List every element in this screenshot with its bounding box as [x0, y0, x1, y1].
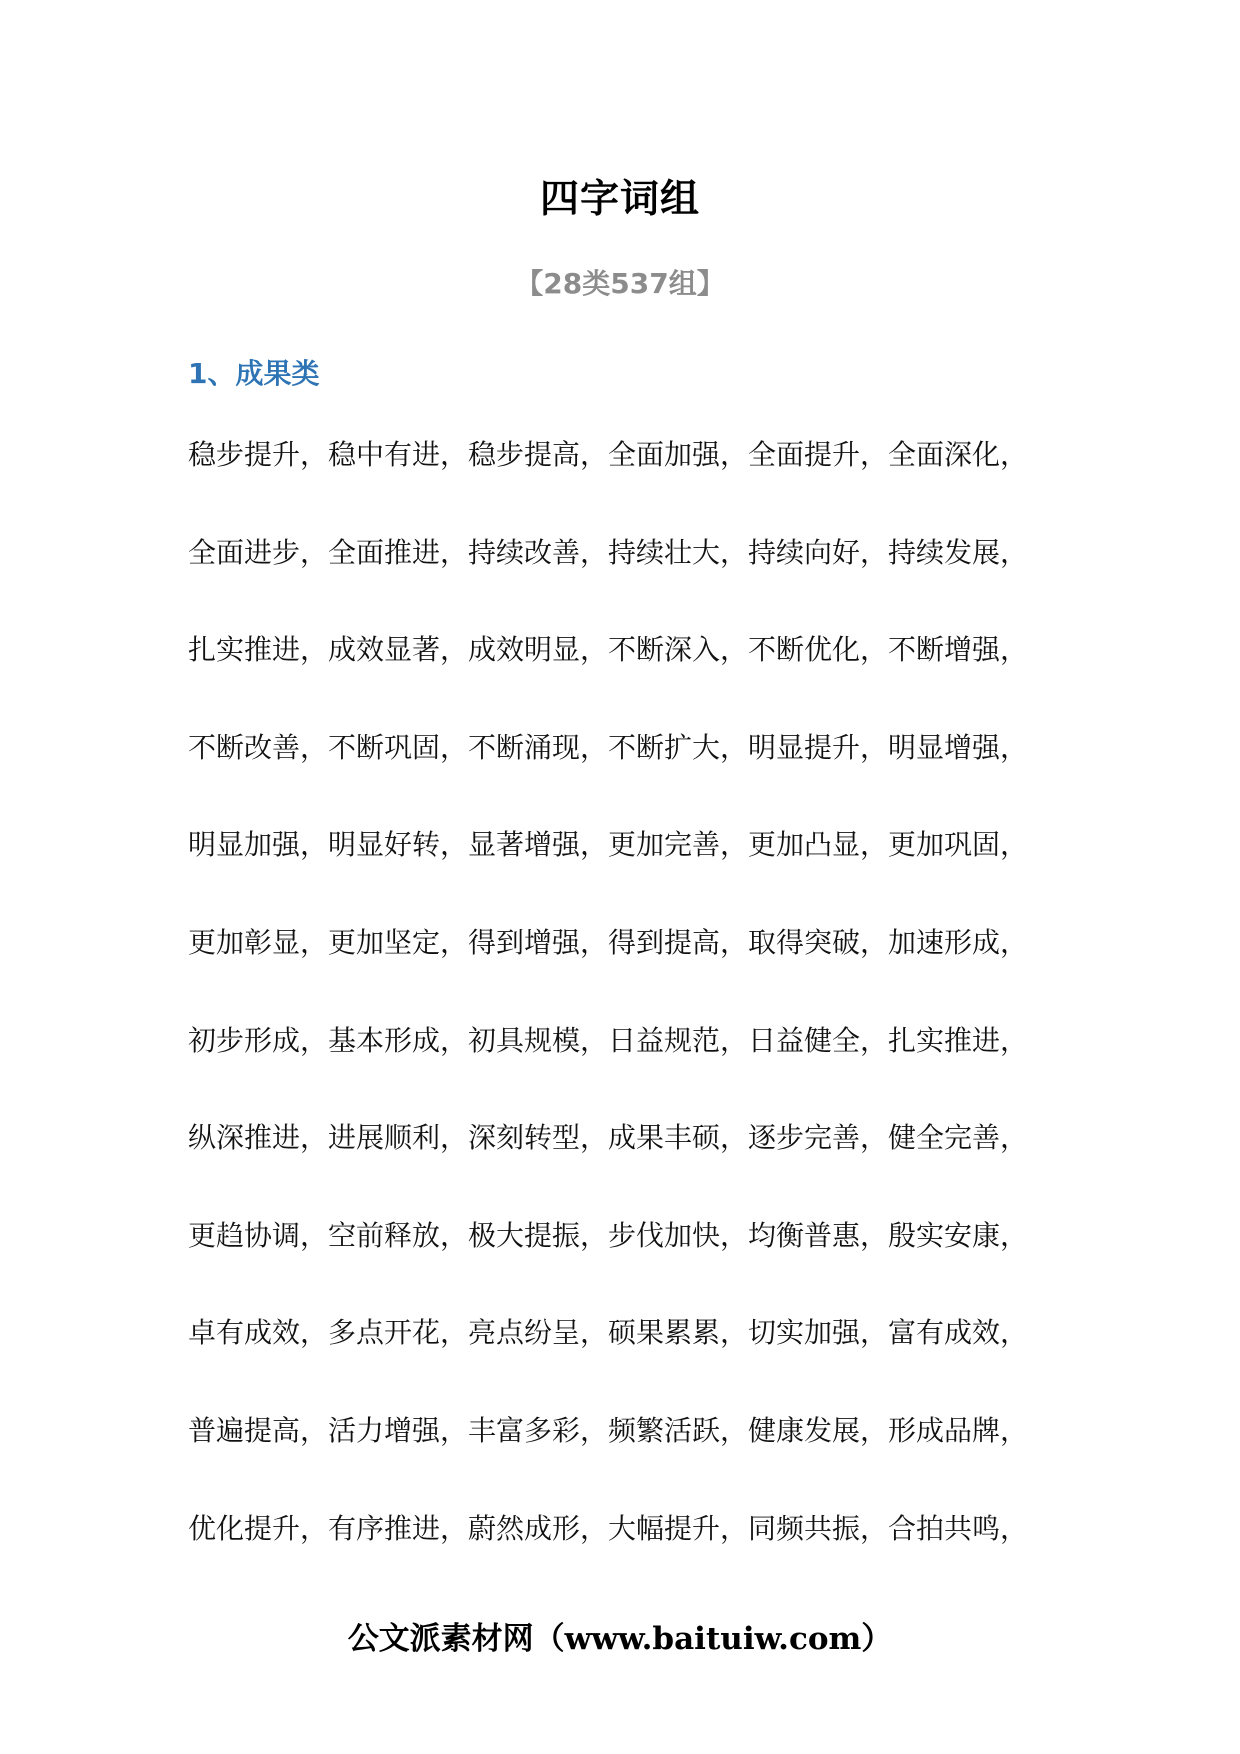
- document-subtitle: 【28类537组】: [515, 267, 725, 300]
- phrase-line: 纵深推进，进展顺利，深刻转型，成果丰硕，逐步完善，健全完善，: [188, 1121, 1029, 1155]
- phrase-line: 明显加强，明显好转，显著增强，更加完善，更加凸显，更加巩固，: [188, 828, 1029, 862]
- phrase-line: 卓有成效，多点开花，亮点纷呈，硕果累累，切实加强，富有成效，: [188, 1316, 1029, 1350]
- phrase-line: 全面进步，全面推进，持续改善，持续壮大，持续向好，持续发展，: [188, 535, 1029, 569]
- phrase-line: 扎实推进，成效显著，成效明显，不断深入，不断优化，不断增强，: [188, 633, 1029, 667]
- phrase-line: 初步形成，基本形成，初具规模，日益规范，日益健全，扎实推进，: [188, 1023, 1029, 1057]
- phrase-line: 不断改善，不断巩固，不断涌现，不断扩大，明显提升，明显增强，: [188, 730, 1029, 764]
- document-title: 四字词组: [539, 177, 700, 222]
- phrase-line: 稳步提升，稳中有进，稳步提高，全面加强，全面提升，全面深化，: [188, 438, 1029, 471]
- phrase-line: 普遍提高，活力增强，丰富多彩，频繁活跃，健康发展，形成品牌，: [188, 1413, 1029, 1447]
- phrase-line: 优化提升，有序推进，蔚然成形，大幅提升，同频共振，合拍共鸣，: [188, 1511, 1029, 1545]
- page-footer: 公文派素材网（www.baituiw.com）: [347, 1621, 893, 1657]
- phrase-list: [188, 435, 1088, 1606]
- phrase-line: 更加彰显，更加坚定，得到增强，得到提高，取得突破，加速形成，: [188, 925, 1029, 959]
- phrase-line: 更趋协调，空前释放，极大提振，步伐加快，均衡普惠，殷实安康，: [188, 1218, 1029, 1252]
- section-heading: 1、成果类: [188, 357, 320, 390]
